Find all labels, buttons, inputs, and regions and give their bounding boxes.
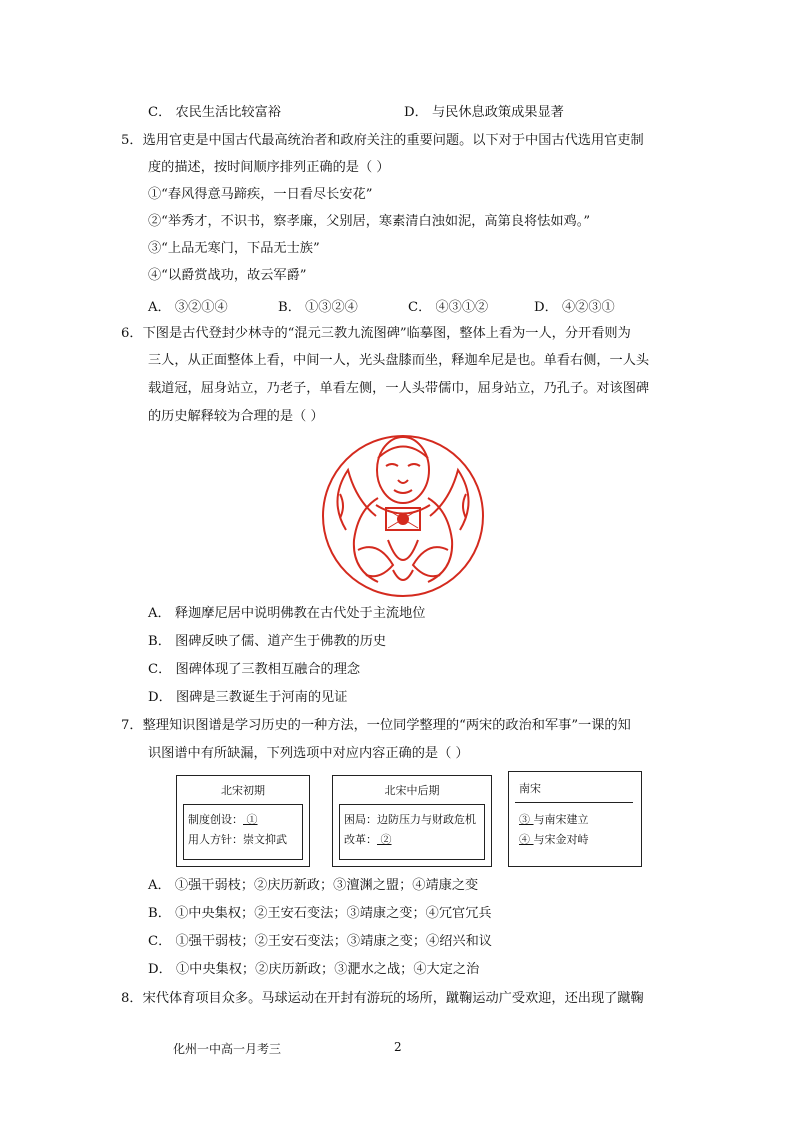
blank-1: ① [243,813,258,826]
personnel-policy-line: 用人方针：崇文抑武 [188,833,287,846]
q5-option-d: D． ④②③① [534,300,615,315]
stele-right-robe [428,498,452,582]
knowledge-box-southern-song [508,771,642,867]
knowledge-box-early-northern-song [176,775,310,867]
question-6-stem-line4: 的历史解释较为合理的是（ ） [148,409,324,424]
question-6-stem-line1: 6．下图是古代登封少林寺的“混元三教九流图碑”临摹图，整体上看为一人，分开看则为 [121,326,631,341]
three-teachings-stele-figure [318,430,488,598]
box-inner [183,804,303,860]
box-inner [339,804,485,860]
question-5-options [0,296,794,316]
blank-3: ③ [519,813,534,826]
question-5-stem-line2: 度的描述，按时间顺序排列正确的是（ ） [148,160,390,175]
system-creation-label: 制度创设： [188,813,243,826]
footer-exam-title: 化州一中高一月考三 [173,1042,282,1056]
question-8-stem-line1: 8．宋代体育项目众多。马球运动在开封有游玩的场所，蹴鞠运动广受欢迎，还出现了蹴鞠 [121,991,644,1006]
stele-center-fold [388,540,418,560]
stele-feet [393,570,413,580]
predicament-line: 困局：边防压力与财政危机 [344,813,476,826]
box-title: 北宋中后期 [384,784,440,797]
stele-headwear [378,447,428,459]
question-5-item-1: ①“春风得意马蹄疾，一日看尽长安花” [148,187,373,202]
stele-collar [376,505,430,514]
southern-song-line-2 [519,831,589,847]
stele-eyes [386,464,420,466]
stele-mouth [394,480,412,493]
q5-option-b: B． ①③②④ [278,300,358,315]
option-d-prev: D． 与民休息政策成果显著 [404,105,564,120]
question-7-stem-line2: 识图谱中有所缺漏，下列选项中对应内容正确的是（ ） [148,746,469,761]
reform-line [344,831,392,847]
question-6-stem-line3: 载道冠，屈身站立，乃老子，单看左侧，一人头带儒巾，屈身站立，乃孔子。对该图碑 [148,381,650,396]
box-inner [515,802,633,859]
blank-2: ② [377,833,392,846]
song-jin-standoff-text: 与宋金对峙 [533,833,589,846]
question-6-option-a: A． 释迦摩尼居中说明佛教在古代处于主流地位 [148,606,426,621]
question-7-option-b: B． ①中央集权；②王安石变法；③靖康之变；④冗官冗兵 [148,906,492,921]
question-6-stem-line2: 三人，从正面整体上看，中间一人，光头盘膝而坐，释迦牟尼是也。单看右侧，一人头 [148,353,650,368]
reform-label: 改革： [344,833,377,846]
question-5-item-4: ④“以爵赏战功，故云军爵” [148,268,307,283]
question-5-stem-line1: 5．选用官吏是中国古代最高统治者和政府关注的重要问题。以下对于中国古代选用官吏制 [121,133,644,148]
question-7-option-c: C． ①强干弱枝；②王安石变法；③靖康之变；④绍兴和议 [148,934,492,949]
question-7-option-a: A． ①强干弱枝；②庆历新政；③澶渊之盟；④靖康之变 [148,878,479,893]
question-7-option-d: D． ①中央集权；②庆历新政；③淝水之战；④大定之治 [148,962,480,977]
box-title: 北宋初期 [221,784,265,797]
system-creation-line [188,811,258,827]
question-6-option-c: C． 图碑体现了三教相互融合的理念 [148,662,361,677]
blank-4: ④ [519,833,534,846]
knowledge-box-mid-late-northern-song [332,775,492,867]
question-5-item-2: ②“举秀才，不识书，察孝廉，父别居，寒素清白浊如泥，高第良将怯如鸡。” [148,214,591,229]
q5-option-c: C． ④③①② [408,300,489,315]
question-6-option-d: D． 图碑是三教诞生于河南的见证 [148,690,348,705]
southern-song-line-1 [519,811,589,827]
southern-song-founding-text: 与南宋建立 [533,813,589,826]
stele-left-robe [354,498,378,582]
page-number: 2 [394,1040,402,1054]
question-7-stem-line1: 7．整理知识图谱是学习历史的一种方法，一位同学整理的“两宋的政治和军事”一课的知 [121,718,631,733]
question-5-item-3: ③“上品无寒门，下品无士族” [148,241,320,256]
q5-option-a: A． ③②①④ [148,300,228,315]
option-c-prev: C． 农民生活比较富裕 [148,105,281,120]
question-6-option-b: B． 图碑反映了儒、道产生于佛教的历史 [148,634,387,649]
stele-drawing [318,430,488,598]
box-title: 南宋 [519,782,541,795]
